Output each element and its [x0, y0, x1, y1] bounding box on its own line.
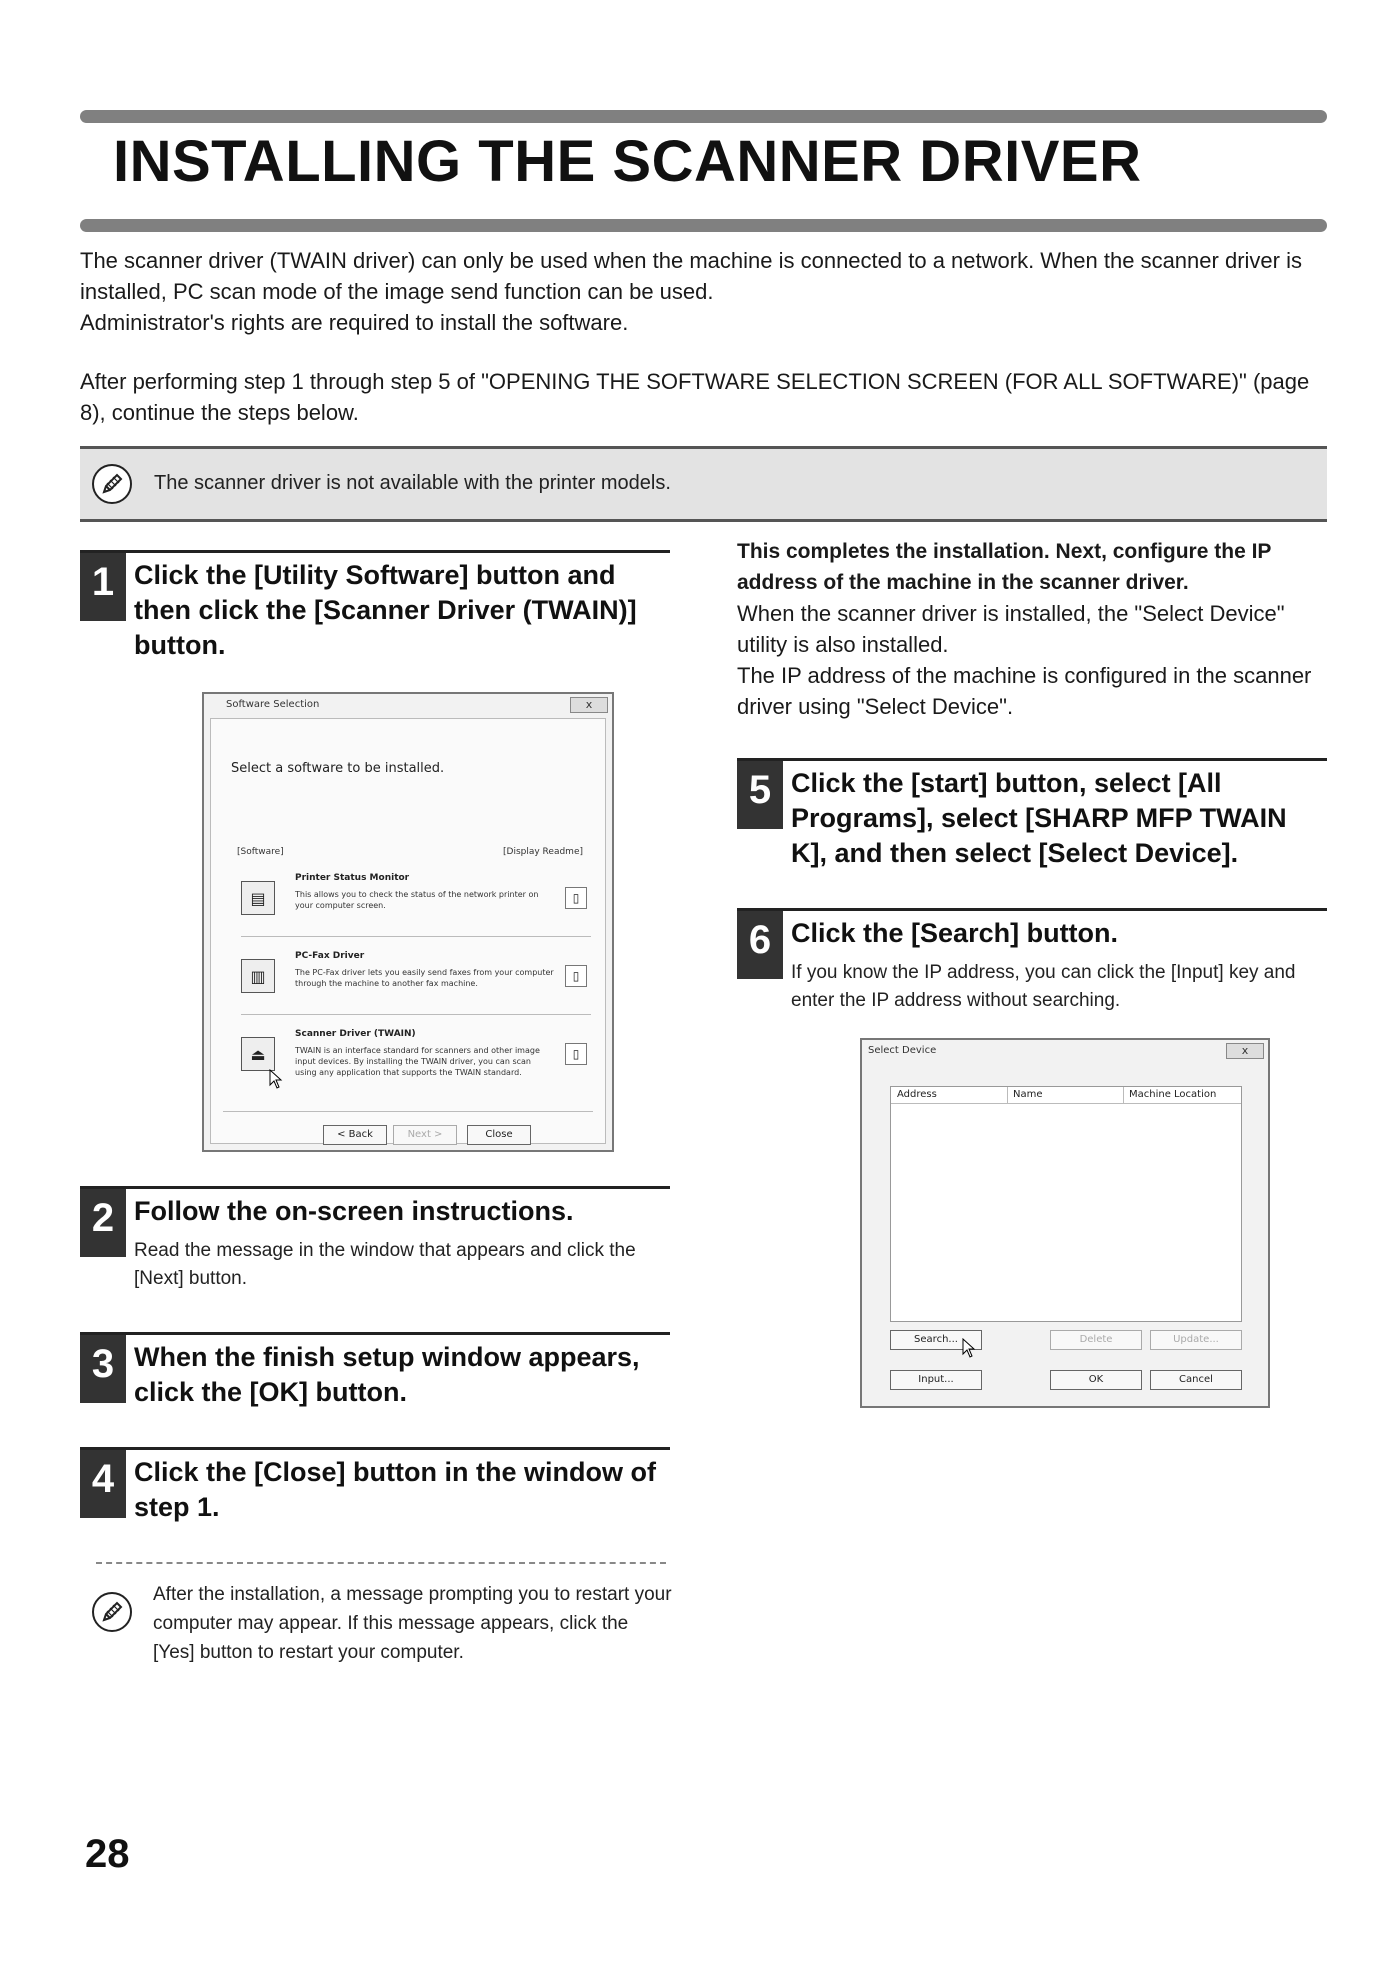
back-button[interactable]: < Back	[323, 1125, 387, 1145]
cancel-button[interactable]: Cancel	[1150, 1370, 1242, 1390]
software-name: Printer Status Monitor	[295, 873, 410, 883]
step-2	[80, 1186, 670, 1289]
next-button[interactable]: Next >	[393, 1125, 457, 1145]
title-bar-top	[80, 110, 1327, 123]
step-title: Click the [Close] button in the window of step 1.	[134, 1457, 656, 1522]
note-text-bottom: After the installation, a message prompting you to restart your computer may appear. If this message appears, click the [Yes] button to restart your computer.	[153, 1584, 672, 1663]
intro-paragraph-2: After performing step 1 through step 5 of "OPENING THE SOFTWARE SELECTION SCREEN (FOR ALL SOFTWARE)" (page 8), continue the steps below.	[80, 369, 1310, 425]
step-title: Click the [Utility Software] button and then click the [Scanner Driver (TWAIN)] button.	[134, 560, 637, 660]
right-intro	[737, 536, 1337, 722]
step-number: 1	[80, 553, 126, 621]
software-row[interactable]	[241, 1023, 591, 1093]
pencil-glyph-icon	[99, 471, 125, 497]
update-button[interactable]: Update...	[1150, 1330, 1242, 1350]
mouse-cursor-icon	[962, 1338, 976, 1358]
dialog-body	[210, 718, 606, 1144]
note-box-top	[80, 446, 1327, 522]
software-selection-dialog	[202, 692, 614, 1152]
input-button[interactable]: Input...	[890, 1370, 982, 1390]
step-4	[80, 1447, 670, 1522]
search-button[interactable]: Search...	[890, 1330, 982, 1350]
step-number: 4	[80, 1450, 126, 1518]
intro-text-1b: Administrator's rights are required to install the software.	[80, 310, 629, 335]
dashed-separator	[96, 1562, 666, 1564]
software-row[interactable]	[241, 867, 591, 937]
pencil-glyph-icon	[99, 1599, 125, 1625]
ok-button[interactable]: OK	[1050, 1370, 1142, 1390]
step-number: 5	[737, 761, 783, 829]
device-list-header	[891, 1087, 1241, 1104]
step-title: When the finish setup window appears, click the [OK] button.	[134, 1342, 640, 1407]
readme-icon[interactable]: ▯	[565, 887, 587, 909]
software-desc: TWAIN is an interface standard for scanners and other image input devices. By installing the TWAIN driver, you can scan using any application that supports the TWAIN standard.	[295, 1046, 540, 1077]
dialog-close-button[interactable]: x	[570, 697, 608, 713]
column-address[interactable]: Address	[897, 1089, 937, 1100]
dialog-title: Software Selection	[226, 699, 320, 710]
intro-text-1: The scanner driver (TWAIN driver) can only be used when the machine is connected to a network. When the scanner driver is installed, PC scan mode of the image send function can be used.	[80, 248, 1302, 304]
right-intro-line-2: The IP address of the machine is configured in the scanner driver using "Select Device".	[737, 663, 1312, 719]
title-bar-bottom	[80, 219, 1327, 232]
dialog-title: Select Device	[868, 1045, 937, 1056]
right-intro-bold: This completes the installation. Next, configure the IP address of the machine in the scanner driver.	[737, 540, 1272, 594]
step-3	[80, 1332, 670, 1407]
right-intro-line-1: When the scanner driver is installed, the "Select Device" utility is also installed.	[737, 601, 1285, 657]
page-number: 28	[85, 1832, 130, 1876]
close-button[interactable]: Close	[467, 1125, 531, 1145]
column-separator	[1007, 1087, 1008, 1104]
software-row[interactable]	[241, 945, 591, 1015]
step-number: 2	[80, 1189, 126, 1257]
pencil-note-icon	[92, 1592, 132, 1632]
dialog-divider	[223, 1111, 593, 1112]
mouse-cursor-icon	[269, 1069, 283, 1089]
software-desc: The PC-Fax driver lets you easily send faxes from your computer through the machine to another fax machine.	[295, 968, 554, 988]
software-desc: This allows you to check the status of the network printer on your computer screen.	[295, 890, 539, 910]
step-6	[737, 908, 1327, 1011]
step-1	[80, 550, 670, 660]
step-title: Click the [Search] button.	[791, 918, 1119, 948]
note-text-top: The scanner driver is not available with the printer models.	[154, 472, 671, 494]
printer-monitor-icon: ▤	[241, 881, 275, 915]
step-number: 3	[80, 1335, 126, 1403]
step-title: Click the [start] button, select [All Programs], select [SHARP MFP TWAIN K], and then select [Select Device].	[791, 768, 1287, 868]
step-description: If you know the IP address, you can click the [Input] key and enter the IP address without searching.	[791, 962, 1296, 1011]
dialog-prompt: Select a software to be installed.	[231, 761, 445, 776]
column-name[interactable]: Name	[1013, 1089, 1043, 1100]
intro-paragraph-1	[80, 245, 1330, 338]
software-column-header: [Software]	[237, 847, 284, 857]
readme-icon[interactable]: ▯	[565, 965, 587, 987]
page-title: INSTALLING THE SCANNER DRIVER	[113, 129, 1142, 194]
pencil-note-icon	[92, 464, 132, 504]
software-name: Scanner Driver (TWAIN)	[295, 1029, 416, 1039]
scanner-icon: ⏏	[241, 1037, 275, 1071]
software-name: PC-Fax Driver	[295, 951, 365, 961]
step-description: Read the message in the window that appears and click the [Next] button.	[134, 1240, 636, 1289]
dialog-close-button[interactable]: x	[1226, 1043, 1264, 1059]
readme-icon[interactable]: ▯	[565, 1043, 587, 1065]
select-device-dialog	[860, 1038, 1270, 1408]
column-machine-location[interactable]: Machine Location	[1129, 1089, 1217, 1100]
readme-column-header: [Display Readme]	[503, 847, 583, 857]
column-separator	[1123, 1087, 1124, 1104]
fax-driver-icon: ▥	[241, 959, 275, 993]
step-title: Follow the on-screen instructions.	[134, 1196, 574, 1226]
step-number: 6	[737, 911, 783, 979]
step-5	[737, 758, 1327, 868]
device-list[interactable]	[890, 1086, 1242, 1322]
delete-button[interactable]: Delete	[1050, 1330, 1142, 1350]
